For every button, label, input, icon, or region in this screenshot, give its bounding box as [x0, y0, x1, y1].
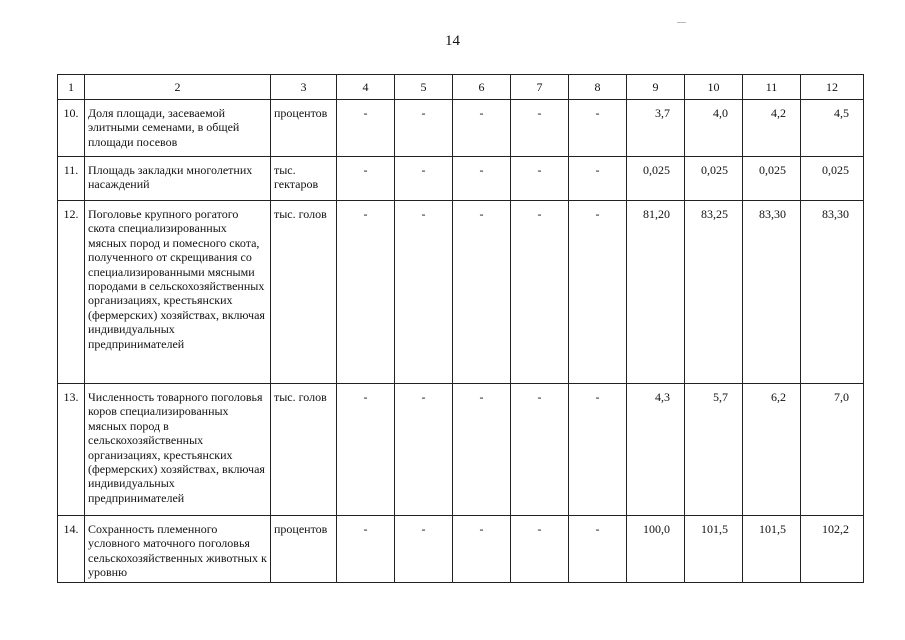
value-cell: - — [337, 384, 395, 516]
value-cell: - — [395, 384, 453, 516]
value-cell: - — [569, 100, 627, 157]
row-number: 10. — [58, 100, 85, 157]
value-cell: 0,025 — [685, 157, 743, 201]
value-cell: 100,0 — [627, 516, 685, 583]
row-number: 12. — [58, 201, 85, 384]
value-cell: - — [511, 157, 569, 201]
unit-cell: тыс. голов — [271, 201, 337, 384]
value-cell: - — [395, 157, 453, 201]
value-cell: - — [569, 516, 627, 583]
value-cell: 4,5 — [801, 100, 864, 157]
scan-mark — [677, 22, 686, 23]
value-cell: 83,25 — [685, 201, 743, 384]
column-header: 9 — [627, 75, 685, 100]
column-header: 3 — [271, 75, 337, 100]
row-number: 14. — [58, 516, 85, 583]
value-cell: - — [511, 516, 569, 583]
value-cell: 6,2 — [743, 384, 801, 516]
value-cell: - — [453, 157, 511, 201]
column-header: 8 — [569, 75, 627, 100]
value-cell: 83,30 — [743, 201, 801, 384]
column-header: 1 — [58, 75, 85, 100]
value-cell: 7,0 — [801, 384, 864, 516]
column-header: 2 — [85, 75, 271, 100]
indicator-name: Площадь закладки многолетних насаждений — [85, 157, 271, 201]
value-cell: 83,30 — [801, 201, 864, 384]
value-cell: 4,3 — [627, 384, 685, 516]
value-cell: - — [337, 516, 395, 583]
value-cell: 3,7 — [627, 100, 685, 157]
value-cell: - — [453, 201, 511, 384]
column-header: 4 — [337, 75, 395, 100]
unit-cell: тыс. голов — [271, 384, 337, 516]
value-cell: 0,025 — [743, 157, 801, 201]
table-row — [58, 100, 864, 157]
header-row — [58, 75, 864, 100]
value-cell: - — [569, 384, 627, 516]
column-header: 6 — [453, 75, 511, 100]
value-cell: 81,20 — [627, 201, 685, 384]
unit-cell: тыс. гектаров — [271, 157, 337, 201]
unit-cell: процентов — [271, 516, 337, 583]
indicator-name: Доля площади, засеваемой элитными семенами, в общей площади посевов — [85, 100, 271, 157]
row-number: 11. — [58, 157, 85, 201]
value-cell: 4,0 — [685, 100, 743, 157]
column-header: 10 — [685, 75, 743, 100]
table-row — [58, 516, 864, 583]
value-cell: - — [569, 157, 627, 201]
indicators-table — [57, 74, 864, 583]
column-header: 12 — [801, 75, 864, 100]
value-cell: - — [337, 157, 395, 201]
value-cell: - — [453, 516, 511, 583]
value-cell: 101,5 — [743, 516, 801, 583]
value-cell: - — [511, 384, 569, 516]
value-cell: 101,5 — [685, 516, 743, 583]
value-cell: 4,2 — [743, 100, 801, 157]
value-cell: - — [395, 516, 453, 583]
value-cell: - — [569, 201, 627, 384]
column-header: 11 — [743, 75, 801, 100]
value-cell: 0,025 — [627, 157, 685, 201]
value-cell: - — [511, 100, 569, 157]
row-number: 13. — [58, 384, 85, 516]
table-row — [58, 384, 864, 516]
page-number: 14 — [445, 33, 460, 49]
indicator-name: Сохранность племенного условного маточного поголовья сельскохозяйственных животных к уровню — [85, 516, 271, 583]
column-header: 5 — [395, 75, 453, 100]
value-cell: - — [395, 201, 453, 384]
value-cell: - — [453, 100, 511, 157]
indicator-name: Численность товарного поголовья коров специализированных мясных пород в сельскохозяйственных организациях, крестьянских (фермерских) хозяйствах, включая индивидуальных предпринимателей — [85, 384, 271, 516]
value-cell: - — [511, 201, 569, 384]
value-cell: - — [337, 201, 395, 384]
table-row — [58, 201, 864, 384]
value-cell: 0,025 — [801, 157, 864, 201]
value-cell: - — [453, 384, 511, 516]
unit-cell: процентов — [271, 100, 337, 157]
column-header: 7 — [511, 75, 569, 100]
value-cell: 102,2 — [801, 516, 864, 583]
indicator-name: Поголовье крупного рогатого скота специализированных мясных пород и помесного скота, полученного от скрещивания со специализированными мясными породами в сельскохозяйственных организациях, крестьянских (фермерских) хозяйствах, включая индивидуальных предпринимателей — [85, 201, 271, 384]
value-cell: - — [337, 100, 395, 157]
table-row — [58, 157, 864, 201]
value-cell: - — [395, 100, 453, 157]
value-cell: 5,7 — [685, 384, 743, 516]
